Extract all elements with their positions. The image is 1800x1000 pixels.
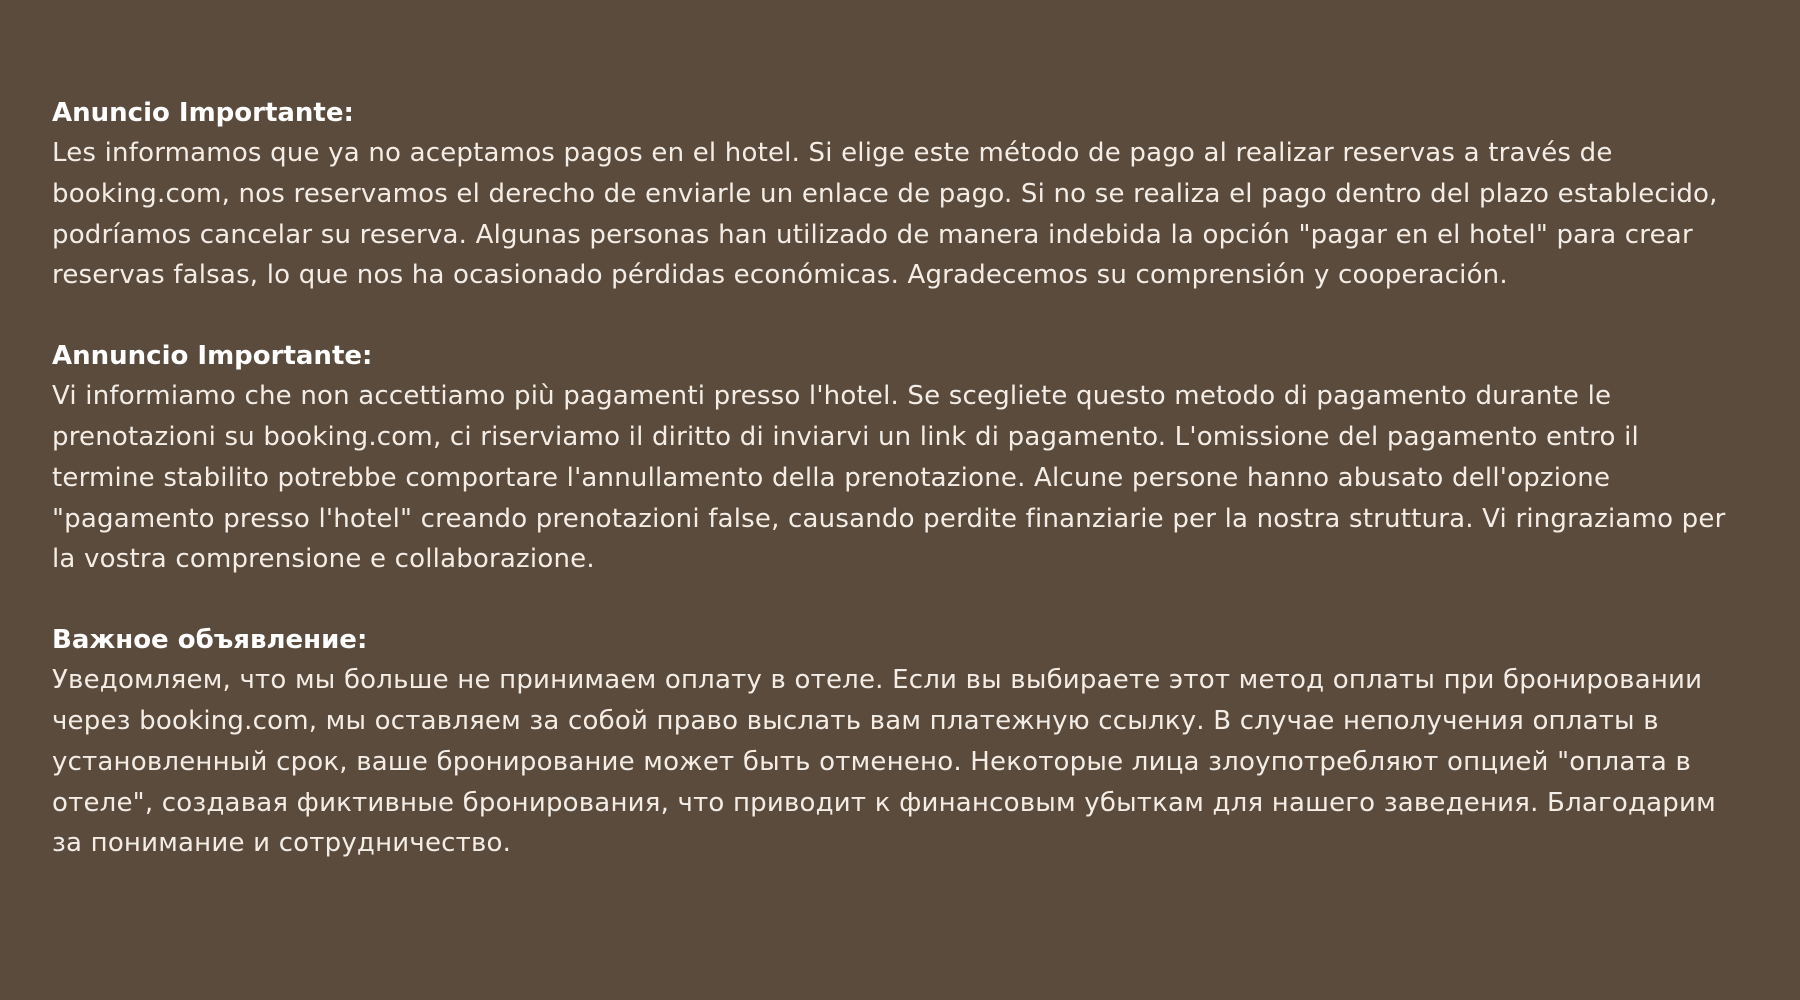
notice-italian (52, 336, 1748, 580)
notice-title-italian: Annuncio Importante: (52, 341, 373, 372)
notice-body-italian: Vi informiamo che non accettiamo più pagamenti presso l'hotel. Se scegliete questo metodo di pagamento durante le prenotazioni su booking.com, ci riserviamo il diritto di inviarvi un link di pagamento. L'omissione del pagamento entro il termine stabilito potrebbe comportare l'annullamento della prenotazione. Alcune persone hanno abusato dell'opzione "pagamento presso l'hotel" creando prenotazioni false, causando perdite finanziarie per la nostra struttura. Vi ringraziamo per la vostra comprensione e collaborazione. (52, 381, 1726, 575)
notice-body-russian: Уведомляем, что мы больше не принимаем оплату в отеле. Если вы выбираете этот метод оплаты при бронировании через booking.com, мы оставляем за собой право выслать вам платежную ссылку. В случае неполучения оплаты в установленный срок, ваше бронирование может быть отменено. Некоторые лица злоупотребляют опцией "оплата в отеле", создавая фиктивные бронирования, что приводит к финансовым убыткам для нашего заведения. Благодарим за понимание и сотрудничество. (52, 665, 1716, 859)
notice-title-russian: Важное объявление: (52, 625, 368, 656)
notice-title-spanish: Anuncio Importante: (52, 98, 354, 128)
notice-russian (52, 620, 1748, 864)
notice-body-spanish: Les informamos que ya no aceptamos pagos en el hotel. Si elige este método de pago al realizar reservas a través de booking.com, nos reservamos el derecho de enviarle un enlace de pago. Si no se realiza el pago dentro del plazo establecido, podríamos cancelar su reserva. Algunas personas han utilizado de manera indebida la opción "pagar en el hotel" para crear reservas falsas, lo que nos ha ocasionado pérdidas económicas. Agradecemos su comprensión y cooperación. (52, 138, 1718, 291)
notice-spanish (52, 93, 1748, 296)
